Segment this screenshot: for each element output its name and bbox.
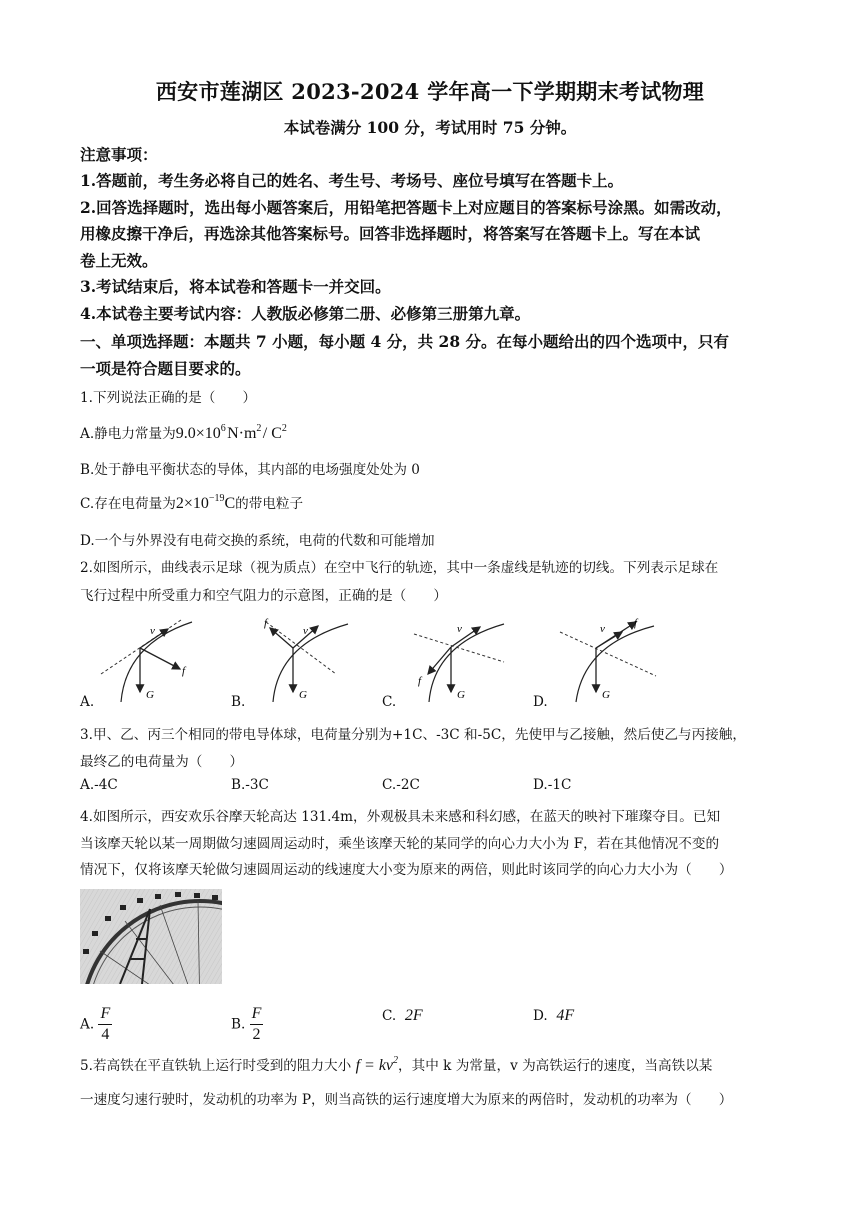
q3-option-c: C.-2C (382, 777, 420, 793)
q1-option-c: C.存在电荷量为$2\times 10^{-19}C$的带电粒子 (80, 493, 304, 512)
label-v: v (150, 625, 155, 637)
q4-option-a-fraction: $\frac{F}{4}$ (100, 1005, 111, 1043)
q4-option-b: B. $\frac{F}{2}$ (231, 1005, 262, 1043)
q4-option-b-fraction: $\frac{F}{2}$ (251, 1005, 262, 1043)
q3-option-a: A.-4C (80, 777, 118, 793)
q4-option-d: D. 4F (533, 1007, 575, 1024)
q1-stem: 1.下列说法正确的是（ ） (80, 390, 257, 406)
q1-option-a-text: A.静电力常量为 (80, 426, 176, 442)
q2-diagram-c (404, 614, 524, 704)
notice-heading: 注意事项： (80, 145, 158, 164)
q3-stem-line-1: 3.甲、乙、丙三个相同的带电导体球，电荷量分别为+1C、-3C 和-5C，先使甲与乙接触，然后使乙与丙接触， (80, 727, 746, 743)
notice-line-1: 1.答题前，考生务必将自己的姓名、考生号、考场号、座位号填写在答题卡上。 (80, 171, 624, 190)
notice-line-2b: 用橡皮擦干净后，再选涂其他答案标号。回答非选择题时，将答案写在答题卡上。写在本试 (80, 224, 701, 243)
q4-stem-line-3: 情况下，仅将该摩天轮做匀速圆周运动的线速度大小变为原来的两倍，则此时该同学的向心力大小为（ ） (80, 862, 733, 878)
svg-text:G: G (602, 689, 610, 701)
q2-diagram-a (96, 614, 216, 704)
svg-text:f: f (634, 617, 638, 629)
q2-diagram-b (248, 614, 368, 704)
q1-option-b: B.处于静电平衡状态的导体，其内部的电场强度处处为 0 (80, 462, 420, 478)
q4-stem-line-2: 当该摩天轮以某一周期做匀速圆周运动时，乘坐该摩天轮的某同学的向心力大小为 F，若在其他情况不变的 (80, 836, 720, 852)
q5-stem-line-2: 一速度匀速行驶时，发动机的功率为 P，则当高铁的运行速度增大为原来的两倍时，发动机的功率为（ ） (80, 1092, 733, 1108)
q3-stem-line-2: 最终乙的电荷量为（ ） (80, 754, 244, 770)
label-g: G (146, 689, 154, 701)
svg-text:G: G (457, 689, 465, 701)
svg-text:f: f (418, 675, 422, 687)
q4-option-c: C. 2F (382, 1007, 423, 1024)
q2-option-c: C. (382, 694, 397, 710)
svg-text:G: G (299, 689, 307, 701)
q2-option-d: D. (533, 694, 548, 710)
page-title: 西安市莲湖区 2023-2024 学年高一下学期期末考试物理 (155, 79, 705, 104)
notice-line-3: 3.考试结束后，将本试卷和答题卡一并交回。 (80, 277, 391, 296)
svg-text:v: v (457, 623, 462, 635)
q2-option-a: A. (80, 694, 95, 710)
q1-option-c-math: $2\times 10^{-19}C$ (175, 493, 236, 512)
notice-line-2a: 2.回答选择题时，选出每小题答案后，用铅笔把答题卡上对应题目的答案标号涂黑。如需改动， (80, 198, 732, 217)
notice-line-2c: 卷上无效。 (80, 251, 158, 270)
q2-stem-line-1: 2.如图所示，曲线表示足球（视为质点）在空中飞行的轨迹，其中一条虚线是轨迹的切线。下列表示足球在 (80, 560, 719, 576)
q1-option-a-math: $9.0\times 10^6$ $N\cdot m^2$ / $C^2$ (175, 423, 287, 442)
svg-text:v: v (303, 625, 308, 637)
q1-option-a (80, 422, 287, 443)
q5-formula: $f = kv^2$ (355, 1055, 399, 1074)
svg-text:f: f (264, 617, 268, 629)
q2-diagram-d (556, 614, 676, 704)
section1-line-2: 一项是符合题目要求的。 (80, 359, 251, 378)
notice-line-4: 4.本试卷主要考试内容：人教版必修第二册、必修第三册第九章。 (80, 304, 531, 323)
q2-option-b: B. (231, 694, 246, 710)
q4-option-a: A. $\frac{F}{4}$ (80, 1005, 111, 1043)
q5-stem-line-1: 5.若高铁在平直铁轨上运行时受到的阻力大小 $f = kv^2$，其中 k 为常量，v 为高铁运行的速度，当高铁以某 (80, 1055, 713, 1074)
q4-stem-line-1: 4.如图所示，西安欢乐谷摩天轮高达 131.4m，外观极具未来感和科幻感，在蓝天的映衬下璀璨夺目。已知 (80, 809, 721, 825)
svg-text:v: v (600, 623, 605, 635)
page-subtitle: 本试卷满分 100 分，考试用时 75 分钟。 (283, 118, 577, 137)
q1-option-d: D.一个与外界没有电荷交换的系统，电荷的代数和可能增加 (80, 533, 435, 549)
label-f: f (182, 665, 186, 677)
q3-option-d: D.-1C (533, 777, 572, 793)
q2-stem-line-2: 飞行过程中所受重力和空气阻力的示意图，正确的是（ ） (80, 588, 448, 604)
section1-line-1: 一、单项选择题：本题共 7 小题，每小题 4 分，共 28 分。在每小题给出的四个选项中，只有 (80, 332, 730, 351)
q3-option-b: B.-3C (231, 777, 269, 793)
ferris-wheel-photo (80, 889, 222, 984)
